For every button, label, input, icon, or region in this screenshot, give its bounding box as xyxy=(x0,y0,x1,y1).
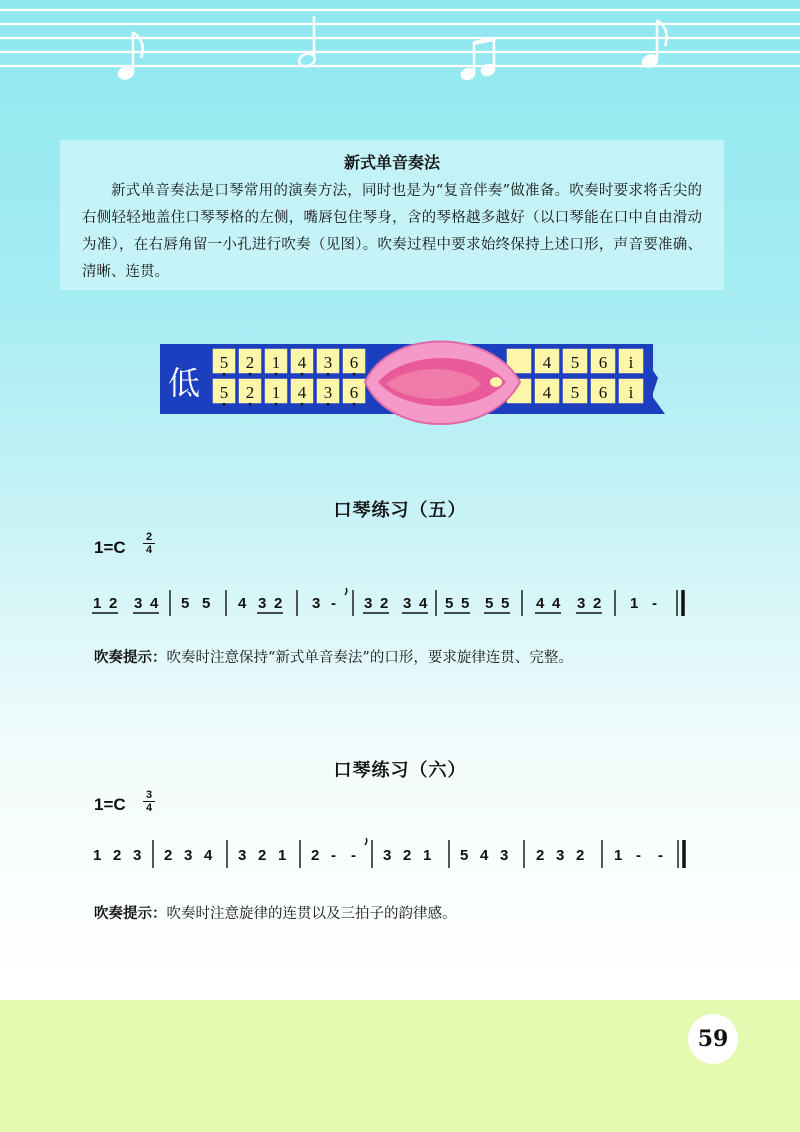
score-note: 3 xyxy=(258,595,267,612)
hole-number: 2 xyxy=(245,353,255,372)
score-note: 1 xyxy=(278,847,287,864)
score-note: 1 xyxy=(614,847,623,864)
score-note: 4 xyxy=(552,595,561,612)
tip-label: 吹奏提示： xyxy=(94,650,167,666)
score-note: 1 xyxy=(423,847,432,864)
hole-number: 3 xyxy=(323,383,333,402)
exercise6-score xyxy=(0,836,800,876)
hole-number: 4 xyxy=(542,353,552,372)
score-note: 5 xyxy=(202,595,211,612)
hole-number: 1 xyxy=(271,353,281,372)
score-note: 3 xyxy=(556,847,565,864)
score-note: 3 xyxy=(577,595,586,612)
exercise6-key: 1=C xyxy=(94,795,126,814)
exercise5-title: 口琴练习（五） xyxy=(333,500,467,521)
hole-number: 5 xyxy=(219,353,229,372)
hole-number: i xyxy=(628,383,634,402)
intro-title: 新式单音奏法 xyxy=(343,153,440,172)
score-note: 2 xyxy=(403,847,412,864)
hole-number: 4 xyxy=(542,383,552,402)
score-note: 5 xyxy=(501,595,510,612)
score-note: 2 xyxy=(164,847,173,864)
eighth-note-icon xyxy=(640,20,666,69)
low-label: 低 xyxy=(167,364,201,402)
score-note: 5 xyxy=(461,595,470,612)
score-note: 4 xyxy=(419,595,428,612)
score-note: 2 xyxy=(536,847,545,864)
exercise5-tip xyxy=(94,646,573,667)
eighth-note-icon xyxy=(116,32,142,81)
score-note: 1 xyxy=(93,595,102,612)
score-note: - xyxy=(652,595,657,612)
hole-number: 3 xyxy=(323,353,333,372)
score-note: 3 xyxy=(403,595,412,612)
intro-box xyxy=(60,140,724,290)
exercise5-time-signature: 2 4 xyxy=(143,532,155,555)
intro-text: 新式单音奏法是口琴常用的演奏方法，同时也是为“复音伴奏”做准备。吹奏时要求将舌尖的右侧轻轻地盖住口琴琴格的左侧，嘴唇包住琴身，含的琴格越多越好（以口琴能在口中自由滑动为准），在右唇角留一小孔进行吹奏（见图）。吹奏过程中要求始终保持上述口形，声音要准确、清晰、连贯。 xyxy=(82,183,702,280)
score-note: 2 xyxy=(109,595,118,612)
score-note: 4 xyxy=(238,595,247,612)
score-note: 1 xyxy=(93,847,102,864)
hole-number: 6 xyxy=(349,383,359,402)
score-note: - xyxy=(331,595,336,612)
score-note: 3 xyxy=(500,847,509,864)
score-note: 4 xyxy=(536,595,545,612)
score-note: 3 xyxy=(238,847,247,864)
score-note: 3 xyxy=(184,847,193,864)
score-note: - xyxy=(658,847,663,864)
score-note: - xyxy=(331,847,336,864)
score-note: 4 xyxy=(204,847,213,864)
page-number: 59 xyxy=(688,1014,738,1064)
tip-label: 吹奏提示： xyxy=(94,906,167,922)
hole-number: 1 xyxy=(271,383,281,402)
exercise6-time-signature: 3 4 xyxy=(143,790,155,813)
hole-number: 6 xyxy=(349,353,359,372)
score-note: - xyxy=(351,847,356,864)
hole-number: 6 xyxy=(598,383,608,402)
harmonica-illustration xyxy=(160,338,670,438)
tip-text: 吹奏时注意旋律的连贯以及三拍子的韵律感。 xyxy=(166,906,457,922)
hole-number: 4 xyxy=(297,383,307,402)
score-note: 5 xyxy=(181,595,190,612)
score-note: 2 xyxy=(258,847,267,864)
score-note: 1 xyxy=(630,595,639,612)
score-note: 3 xyxy=(134,595,143,612)
hole-number: 2 xyxy=(245,383,255,402)
score-note: 3 xyxy=(383,847,392,864)
beamed-notes-icon xyxy=(460,38,497,82)
score-note: 2 xyxy=(113,847,122,864)
score-note: - xyxy=(636,847,641,864)
score-note: 2 xyxy=(274,595,283,612)
hole-number: i xyxy=(628,353,634,372)
score-note: 3 xyxy=(364,595,373,612)
hole-number: 5 xyxy=(219,383,229,402)
score-note: 3 xyxy=(312,595,321,612)
hole-number: 5 xyxy=(570,383,580,402)
score-note: 4 xyxy=(480,847,489,864)
exercise6-title: 口琴练习（六） xyxy=(333,760,467,781)
hole-number: 6 xyxy=(598,353,608,372)
footer-band xyxy=(0,1000,800,1132)
score-note: 2 xyxy=(311,847,320,864)
score-note: 5 xyxy=(485,595,494,612)
score-note: 3 xyxy=(133,847,142,864)
decorative-music-staff xyxy=(0,0,800,90)
score-note: 2 xyxy=(380,595,389,612)
score-note: 4 xyxy=(150,595,159,612)
exercise5-score xyxy=(0,586,800,626)
exercise5-key: 1=C xyxy=(94,538,126,557)
score-note: 2 xyxy=(576,847,585,864)
score-note: 5 xyxy=(460,847,469,864)
score-note: 2 xyxy=(593,595,602,612)
tip-text: 吹奏时注意保持“新式单音奏法”的口形，要求旋律连贯、完整。 xyxy=(166,650,573,666)
hole-number: 4 xyxy=(297,353,307,372)
exercise6-tip xyxy=(94,902,457,923)
score-note: 5 xyxy=(445,595,454,612)
hole-number: 5 xyxy=(570,353,580,372)
